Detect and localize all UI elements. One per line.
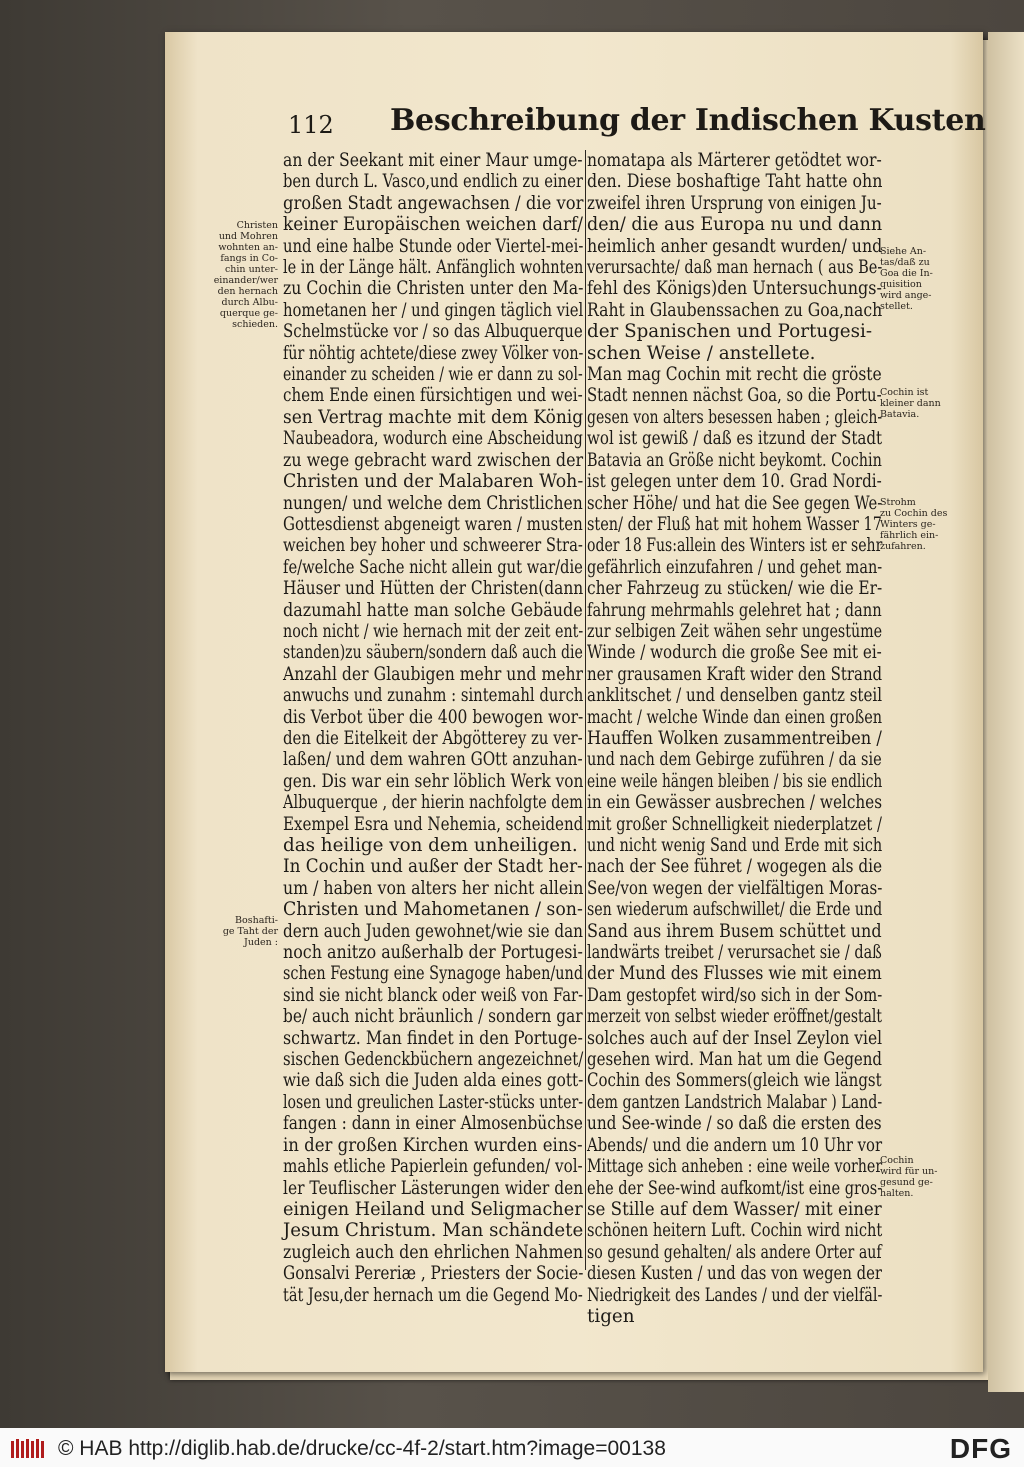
column-divider [585, 150, 586, 1270]
text-line: dis Verbot über die 400 bewogen wor- [283, 706, 584, 728]
text-line: an der Seekant mit einer Maur umge- [283, 150, 583, 171]
text-line: Exempel Esra und Nehemia, scheidend [283, 813, 584, 835]
text-line: und nach dem Gebirge zuführen / da sie [587, 749, 882, 771]
text-line: Raht in Glaubenssachen zu Goa,nach [587, 299, 883, 321]
text-line: tät Jesu,der hernach um die Gegend Mo- [283, 1284, 583, 1306]
text-line: wol ist gewiß / daß es itzund der Stadt [587, 428, 883, 450]
text-line: Anzahl der Glaubigen mehr und mehr [283, 663, 583, 685]
text-line: um / haben von alters her nicht allein [283, 877, 584, 899]
text-line: so gesund gehalten/ als andere Orter auf [587, 1241, 882, 1263]
margin-note-christen [208, 220, 278, 330]
text-line: losen und greulichen Laster-stücks unter- [283, 1091, 583, 1113]
text-line: Cochin des Sommers(gleich wie längst [587, 1070, 882, 1092]
margin-note-line: wohnten an- [218, 242, 278, 253]
text-line: Christen und der Malabaren Woh- [283, 471, 584, 493]
text-line: ler Teuflischer Lästerungen wider den [283, 1177, 584, 1199]
text-line: nach der See führet / wogegen als die [587, 856, 883, 878]
text-line: verursachte/ daß man hernach ( aus Be- [587, 257, 883, 279]
margin-note-line: stellet. [880, 301, 913, 312]
margin-note-line: und Mohren [218, 231, 278, 242]
dfg-logo: DFG [949, 1433, 1012, 1464]
margin-note-line: fährlich ein- [880, 530, 939, 541]
margin-note-boshaft [208, 915, 278, 948]
text-line: Stadt nennen nächst Goa, so die Portu- [587, 385, 882, 407]
text-line: zweifel ihren Ursprung von einigen Ju- [587, 192, 882, 214]
text-line: Dam gestopfet wird/so sich in der Som- [587, 984, 883, 1006]
text-line: Jesum Christum. Man schändete [283, 1220, 584, 1242]
margin-note-line: gesund ge- [880, 1177, 933, 1188]
page-number: 112 [288, 111, 334, 139]
left-text-column [283, 150, 583, 1306]
text-line: anwuchs und zunahm : sintemahl durch [283, 685, 584, 707]
margin-note-line: wird für un- [880, 1166, 938, 1177]
text-line: anklitschet / und denselben gantz steil [587, 685, 883, 707]
margin-note-line: Strohm [880, 497, 916, 508]
text-line: fahrung mehrmahls gelehret hat ; dann [587, 599, 882, 621]
right-text-column [587, 150, 882, 1327]
text-line: ehe der See-wind aufkomt/ist eine gros- [587, 1177, 883, 1199]
margin-note-cochin-gesund [880, 1155, 950, 1199]
margin-note-line: Siehe An- [880, 246, 927, 257]
margin-note-line: Juden : [244, 937, 278, 948]
margin-note-line: querque ge- [219, 308, 278, 319]
text-line: fe/welche Sache nicht allein gut war/die [283, 556, 583, 578]
text-line: nungen/ und welche dem Christlichen [283, 492, 583, 514]
text-line: Hauffen Wolken zusammentreiben / [587, 727, 882, 749]
text-line: großen Stadt angewachsen / die vor [283, 192, 584, 214]
margin-note-line: Cochin [880, 1155, 914, 1166]
text-line: chem Ende einen fürsichtigen und wei- [283, 385, 583, 407]
text-line: macht / welche Winde dan einen großen [587, 706, 883, 728]
margin-note-line: durch Albu- [221, 297, 278, 308]
margin-note-line: zufahren. [880, 541, 926, 552]
text-line: einigen Heiland und Seligmacher [283, 1198, 583, 1220]
margin-note-line: Boshafti- [235, 915, 278, 926]
text-line: schwartz. Man findet in den Portuge- [283, 1027, 583, 1049]
text-line: noch nicht / wie hernach mit der zeit ent- [283, 620, 584, 642]
margin-note-line: halten. [880, 1188, 914, 1199]
text-line: tigen [587, 1305, 635, 1327]
page-header [280, 103, 986, 143]
text-line: Gottesdienst abgeneigt waren / musten [283, 513, 583, 535]
margin-note-line: Batavia. [880, 409, 920, 420]
text-line: mahls etliche Papierlein gefunden/ vol- [283, 1156, 583, 1178]
text-line: weichen bey hoher und schweerer Stra- [283, 535, 583, 557]
text-line: den. Diese boshaftige Taht hatte ohn [587, 171, 883, 193]
text-line: Winde / wodurch die große See mit ei- [587, 642, 882, 664]
footer-copyright-link[interactable]: © HAB http://diglib.hab.de/drucke/cc-4f-2/start.htm?image=00138 [58, 1437, 666, 1460]
text-line: schen Weise / anstellete. [587, 342, 816, 364]
margin-note-line: zu Cochin des [880, 508, 948, 519]
text-line: sischen Gedenckbüchern angezeichnet/ [283, 1049, 584, 1071]
text-line: fangen : dann in einer Almosenbüchse [283, 1113, 583, 1135]
text-line: den/ die aus Europa nu und dann [587, 214, 883, 236]
text-line: eine weile hängen bleiben / bis sie endlich [587, 770, 883, 792]
margin-note-line: einander/wer [213, 275, 278, 286]
text-line: ist gelegen unter dem 10. Grad Nordi- [587, 471, 882, 493]
text-line: in der großen Kirchen wurden eins- [283, 1134, 583, 1156]
text-line: Man mag Cochin mit recht die gröste [587, 364, 882, 386]
text-line: zur selbigen Zeit wähen sehr ungestüme [587, 620, 883, 642]
text-line: nomatapa als Märterer getödtet wor- [587, 150, 882, 171]
text-line: Naubeadora, wodurch eine Abscheidung [283, 428, 583, 450]
margin-note-line: tas/daß zu [880, 257, 930, 268]
margin-note-line: schieden. [232, 319, 278, 330]
text-line: und nicht wenig Sand und Erde mit sich [587, 835, 883, 856]
text-line: das heilige von dem unheiligen. [283, 835, 578, 856]
text-line: ben durch L. Vasco,und endlich zu einer [283, 171, 583, 193]
margin-note-line: Christen [236, 220, 278, 231]
text-line: fehl des Königs)den Untersuchungs- [587, 278, 882, 300]
text-line: schen Festung eine Synagoge haben/und [283, 963, 584, 985]
text-line: se Stille auf dem Wasser/ mit einer [587, 1198, 882, 1220]
margin-note-line: quisition [880, 279, 922, 290]
text-line: Niedrigkeit des Landes / und der vielfäl- [587, 1284, 883, 1306]
text-line: der Mund des Flusses wie mit einem [587, 963, 882, 985]
text-line: Häuser und Hütten der Christen(dann [283, 578, 584, 600]
text-line: einander zu scheiden / wie er dann zu sol- [283, 364, 583, 386]
text-line: noch anitzo außerhalb der Portugesi- [283, 942, 583, 964]
text-line: heimlich anher gesandt wurden/ und [587, 235, 883, 257]
margin-note-line: kleiner dann [880, 398, 941, 409]
next-page-strip [988, 32, 1024, 1392]
text-line: laßen/ und dem wahren GOtt anzuhan- [283, 749, 583, 771]
text-line: gesehen wird. Man hat um die Gegend [587, 1049, 883, 1071]
margin-note-line: Cochin ist [880, 387, 929, 398]
text-line: standen)zu säubern/sondern daß auch die [283, 642, 583, 664]
text-line: für nöhtig achtete/diese zwey Völker von- [283, 342, 584, 364]
text-line: diesen Kusten / und das von wegen der [587, 1263, 882, 1285]
margin-note-strohm [880, 497, 950, 552]
margin-note-line: Goa die In- [880, 268, 933, 279]
text-line: cher Fahrzeug zu stücken/ wie die Er- [587, 578, 883, 600]
text-line: keiner Europäischen weichen darf/ [283, 214, 583, 236]
margin-note-line: Winters ge- [880, 519, 936, 530]
text-line: der Spanischen und Portugesi- [587, 321, 873, 343]
text-line: dem gantzen Landstrich Malabar ) Land- [587, 1091, 883, 1113]
text-line: sind sie nicht blanck oder weiß von Far- [283, 984, 584, 1006]
text-line: sten/ der Fluß hat mit hohem Wasser 17 [587, 513, 882, 535]
text-line: ner grausamen Kraft wider den Strand [587, 663, 883, 685]
text-line: zu Cochin die Christen unter den Ma- [283, 278, 584, 300]
text-line: hometanen her / und gingen täglich viel [283, 299, 584, 321]
text-line: sen wiederum aufschwillet/ die Erde und [587, 899, 883, 921]
text-line: In Cochin und außer der Stadt her- [283, 856, 583, 878]
margin-note-line: chin unter- [224, 264, 278, 275]
text-line: See/von wegen der vielfältigen Moras- [587, 877, 883, 899]
text-line: in ein Gewässer ausbrechen / welches [587, 792, 883, 814]
text-line: und eine halbe Stunde oder Viertel-mei- [283, 235, 584, 257]
text-line: mit großer Schnelligkeit niederplatzet / [587, 813, 882, 835]
margin-note-siehe [880, 246, 950, 312]
text-line: gefährlich einzufahren / und gehet man- [587, 556, 883, 578]
text-line: zu wege gebracht ward zwischen der [283, 449, 584, 471]
text-line: dazumahl hatte man solche Gebäude [283, 599, 583, 621]
text-line: sen Vertrag machte mit dem König [283, 406, 584, 428]
text-line: Mittage sich anheben : eine weile vorher [587, 1156, 883, 1178]
text-line: Sand aus ihrem Busem schüttet und [587, 920, 882, 942]
text-line: schönen heitern Luft. Cochin wird nicht [587, 1220, 883, 1242]
margin-note-cochin-kleiner [880, 387, 950, 420]
text-line: Christen und Mahometanen / son- [283, 899, 583, 921]
text-line: wie daß sich die Juden alda eines gott- [283, 1070, 584, 1092]
text-line: Gonsalvi Pereriæ , Priesters der Socie- [283, 1263, 584, 1285]
text-line: scher Höhe/ und hat die See gegen We- [587, 492, 883, 514]
hab-logo-icon [10, 1438, 46, 1460]
text-line: dern auch Juden gewohnet/wie sie dan [283, 920, 583, 942]
text-line: zugleich auch den ehrlichen Nahmen [283, 1241, 584, 1263]
text-line: le in der Länge hält. Anfänglich wohnten [283, 257, 584, 279]
margin-note-line: den hernach [217, 286, 278, 297]
viewer-footer [0, 1428, 1024, 1467]
text-line: solches auch auf der Insel Zeylon viel [587, 1027, 883, 1049]
margin-note-line: wird ange- [880, 290, 932, 301]
text-line: gen. Dis war ein sehr löblich Werk von [283, 770, 584, 792]
text-line: Batavia an Größe nicht beykomt. Cochin [587, 449, 882, 471]
text-line: oder 18 Fus:allein des Winters ist er sehr [587, 535, 883, 557]
text-line: Abends/ und die andern um 10 Uhr vor [587, 1134, 883, 1156]
text-line: Albuquerque , der hierin nachfolgte dem [283, 792, 583, 814]
margin-note-line: fangs in Co- [220, 253, 278, 264]
text-line: landwärts treibet / verursachet sie / daß [587, 942, 882, 964]
margin-note-line: ge Taht der [222, 926, 278, 937]
text-line: den die Eitelkeit der Abgötterey zu ver- [283, 727, 583, 749]
text-line: be/ auch nicht bräunlich / sondern gar [283, 1006, 583, 1028]
text-line: gesen von alters besessen haben ; gleich- [587, 406, 883, 428]
text-line: und See-winde / so daß die ersten des [587, 1113, 882, 1135]
text-line: Schelmstücke vor / so das Albuquerque [283, 321, 583, 343]
running-title: Beschreibung der Indischen Kusten [390, 103, 986, 138]
text-line: merzeit von selbst wieder eröffnet/gestalt [587, 1006, 882, 1028]
